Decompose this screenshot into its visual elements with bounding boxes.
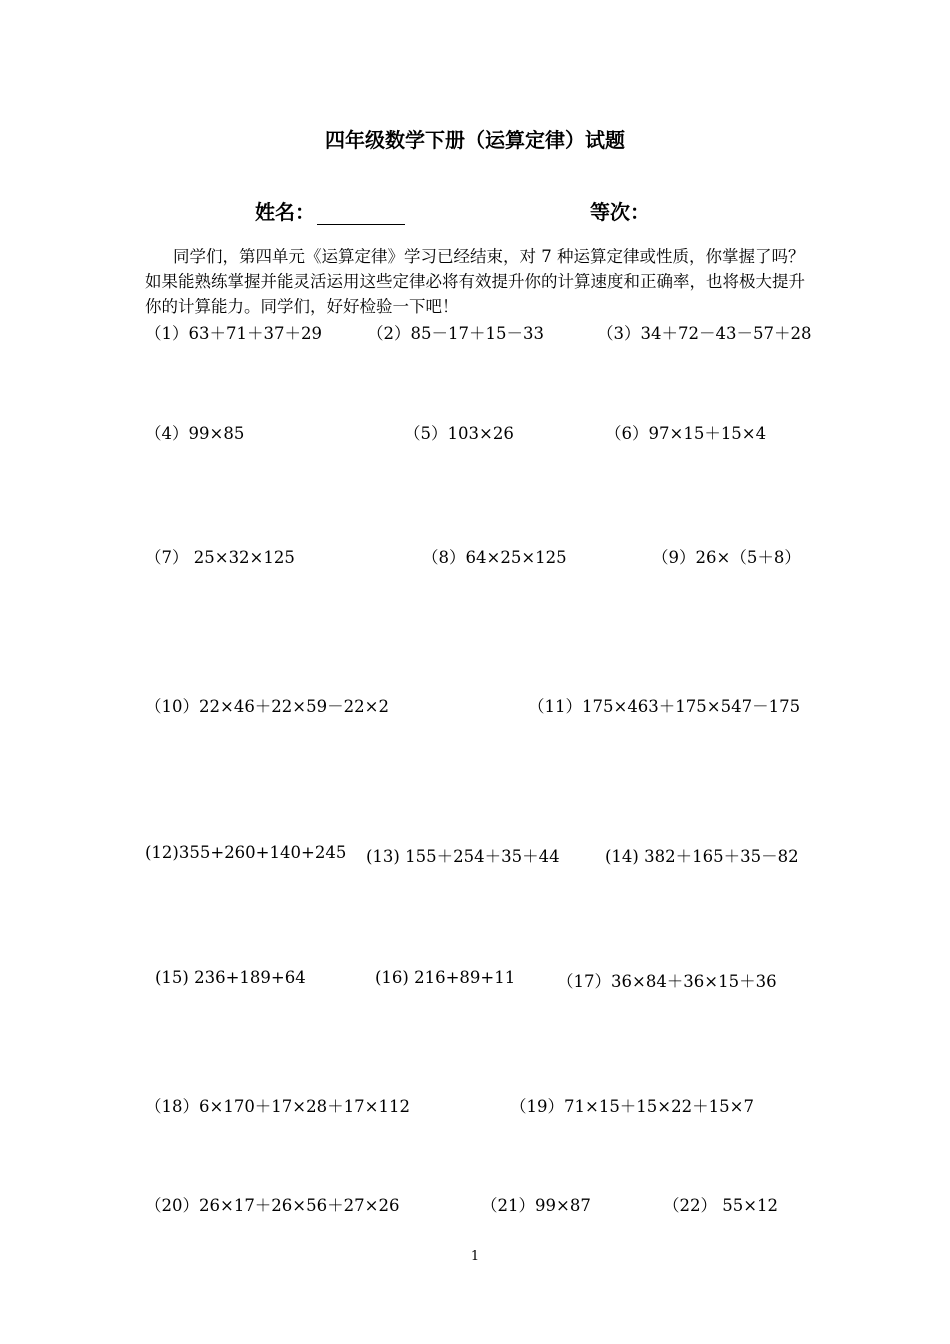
- problem-17: （17）36×84＋36×15＋36: [557, 972, 777, 991]
- grade-field: [590, 196, 650, 225]
- problem-14: (14) 382＋165＋35－82: [605, 847, 799, 866]
- problem-13: (13) 155＋254＋35＋44: [366, 847, 560, 866]
- problem-21: （21）99×87: [481, 1196, 591, 1215]
- problem-15: (15) 236+189+64: [155, 968, 306, 987]
- problem-2: （2）85－17＋15－33: [367, 324, 544, 343]
- page-title: 四年级数学下册（运算定律）试题: [325, 128, 625, 152]
- name-field: [255, 196, 405, 225]
- name-label: 姓名：: [255, 200, 315, 224]
- problem-9: （9）26×（5＋8）: [652, 548, 801, 567]
- problem-1: （1）63＋71＋37＋29: [145, 324, 322, 343]
- problem-18: （18）6×170＋17×28＋17×112: [145, 1097, 410, 1116]
- page-number: 1: [470, 1249, 480, 1264]
- problem-8: （8）64×25×125: [422, 548, 567, 567]
- problem-20: （20）26×17＋26×56＋27×26: [145, 1196, 400, 1215]
- problem-22: （22） 55×12: [663, 1196, 779, 1215]
- problem-16: (16) 216+89+11: [375, 968, 516, 987]
- problem-3: （3）34＋72－43－57＋28: [597, 324, 812, 343]
- problem-7: （7） 25×32×125: [145, 548, 295, 567]
- problem-5: （5）103×26: [404, 424, 514, 443]
- name-blank-line[interactable]: [317, 204, 405, 225]
- problem-12: (12)355+260+140+245: [145, 843, 347, 862]
- problem-10: （10）22×46＋22×59－22×2: [145, 697, 389, 716]
- intro-paragraph: 同学们，第四单元《运算定律》学习已经结束，对 7 种运算定律或性质，你掌握了吗？如果能熟练掌握并能灵活运用这些定律必将有效提升你的计算速度和正确率，也将极大提升你的计算能力。同学们，好好检验一下吧！: [145, 247, 805, 316]
- problem-19: （19）71×15＋15×22＋15×7: [510, 1097, 754, 1116]
- problem-6: （6）97×15＋15×4: [605, 424, 767, 443]
- grade-label: 等次：: [590, 200, 650, 224]
- problem-11: （11）175×463＋175×547－175: [528, 697, 801, 716]
- problem-4: （4）99×85: [145, 424, 245, 443]
